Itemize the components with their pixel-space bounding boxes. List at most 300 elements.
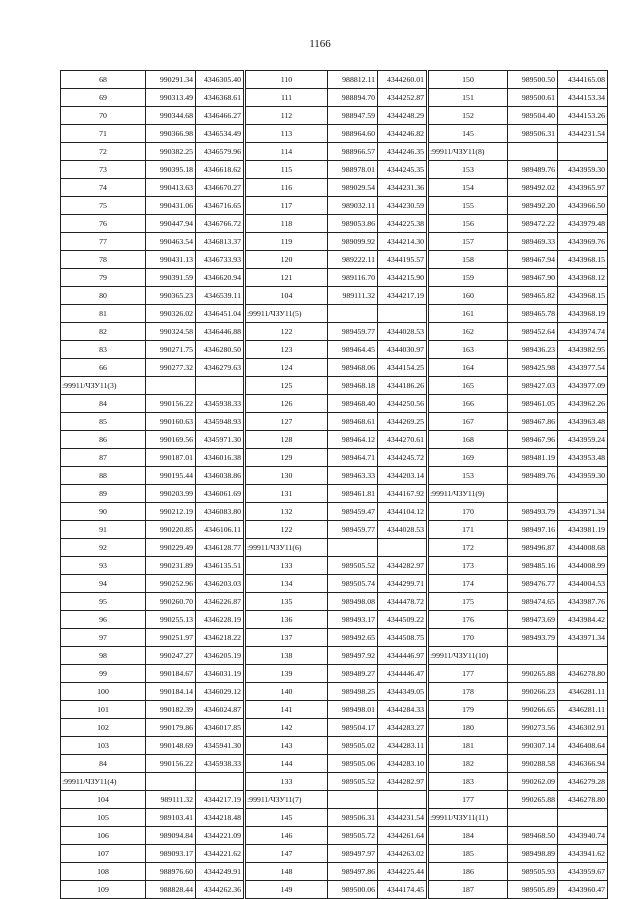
point-number: 66 [61,359,146,377]
table-row [61,755,608,773]
table-row [61,395,608,413]
x-coordinate: 989505.52 [328,557,378,575]
point-number: 78 [61,251,146,269]
y-coordinate: 4343977.54 [558,359,608,377]
y-coordinate: 4346031.19 [196,665,245,683]
point-number: 107 [61,845,146,863]
y-coordinate: 4346302.91 [558,719,608,737]
point-number: 139 [245,665,328,683]
y-coordinate: 4346017.85 [196,719,245,737]
x-coordinate: 990277.32 [146,359,196,377]
table-row [61,341,608,359]
y-coordinate: 4344260.01 [378,71,428,89]
point-number: 127 [245,413,328,431]
table-row [61,593,608,611]
x-coordinate: 988828.44 [146,881,196,899]
table-row [61,503,608,521]
x-coordinate: 990156.22 [146,395,196,413]
x-coordinate: 989505.02 [328,737,378,755]
point-number: 118 [245,215,328,233]
y-coordinate: 4344167.92 [378,485,428,503]
x-coordinate: 989459.77 [328,323,378,341]
y-coordinate: 4346305.40 [196,71,245,89]
point-number: 98 [61,647,146,665]
point-number: 90 [61,503,146,521]
x-coordinate: 989427.03 [508,377,558,395]
y-coordinate: 4346366.94 [558,755,608,773]
table-row [61,179,608,197]
x-coordinate: 990184.14 [146,683,196,701]
point-number: 80 [61,287,146,305]
x-coordinate: 989493.79 [508,629,558,647]
x-coordinate: 989472.22 [508,215,558,233]
parcel-label: :99911/ЧЗУ11(3) [61,377,146,395]
x-coordinate: 989094.84 [146,827,196,845]
table-row [61,197,608,215]
y-coordinate: 4343979.48 [558,215,608,233]
point-number: 174 [428,575,508,593]
x-coordinate: 989500.61 [508,89,558,107]
point-number: 140 [245,683,328,701]
x-coordinate: 990156.22 [146,755,196,773]
point-number: 175 [428,593,508,611]
x-coordinate: 989103.41 [146,809,196,827]
x-coordinate: 989492.20 [508,197,558,215]
y-coordinate: 4345941.30 [196,737,245,755]
empty-cell [378,791,428,809]
y-coordinate: 4343959.24 [558,431,608,449]
x-coordinate: 989468.40 [328,395,378,413]
point-number: 138 [245,647,328,665]
point-number: 147 [245,845,328,863]
table-row [61,809,608,827]
point-number: 169 [428,449,508,467]
x-coordinate: 990255.13 [146,611,196,629]
page-number: 1166 [309,38,331,50]
y-coordinate: 4344028.53 [378,521,428,539]
x-coordinate: 990288.58 [508,755,558,773]
table-row [61,251,608,269]
y-coordinate: 4344262.36 [196,881,245,899]
x-coordinate: 990160.63 [146,413,196,431]
point-number: 100 [61,683,146,701]
y-coordinate: 4344214.30 [378,233,428,251]
y-coordinate: 4344225.44 [378,863,428,881]
y-coordinate: 4346766.72 [196,215,245,233]
point-number: 123 [245,341,328,359]
x-coordinate: 989500.50 [508,71,558,89]
point-number: 131 [245,485,328,503]
empty-cell [558,809,608,827]
y-coordinate: 4346733.93 [196,251,245,269]
y-coordinate: 4345938.33 [196,755,245,773]
point-number: 133 [245,557,328,575]
table-row [61,215,608,233]
table-row [61,611,608,629]
x-coordinate: 989492.65 [328,629,378,647]
x-coordinate: 990326.02 [146,305,196,323]
empty-cell [378,539,428,557]
x-coordinate: 989111.32 [328,287,378,305]
parcel-label: :99911/ЧЗУ11(10) [428,647,508,665]
x-coordinate: 988964.60 [328,125,378,143]
point-number: 173 [428,557,508,575]
point-number: 105 [61,809,146,827]
point-number: 104 [61,791,146,809]
y-coordinate: 4346466.27 [196,107,245,125]
y-coordinate: 4343968.15 [558,251,608,269]
y-coordinate: 4344186.26 [378,377,428,395]
y-coordinate: 4344203.14 [378,467,428,485]
x-coordinate: 990231.89 [146,557,196,575]
y-coordinate: 4344245.35 [378,161,428,179]
y-coordinate: 4343968.19 [558,305,608,323]
x-coordinate: 990195.44 [146,467,196,485]
point-number: 71 [61,125,146,143]
x-coordinate: 990307.14 [508,737,558,755]
x-coordinate: 989468.06 [328,359,378,377]
table-row [61,773,608,791]
y-coordinate: 4344028.53 [378,323,428,341]
table-row [61,431,608,449]
y-coordinate: 4346038.86 [196,467,245,485]
x-coordinate: 990463.54 [146,233,196,251]
point-number: 68 [61,71,146,89]
point-number: 108 [61,863,146,881]
table-row [61,89,608,107]
empty-cell [558,143,608,161]
empty-cell [508,647,558,665]
point-number: 178 [428,683,508,701]
y-coordinate: 4346218.22 [196,629,245,647]
point-number: 117 [245,197,328,215]
table-row [61,665,608,683]
point-number: 164 [428,359,508,377]
x-coordinate: 990266.23 [508,683,558,701]
table-row [61,791,608,809]
table-row [61,305,608,323]
empty-cell [328,791,378,809]
table-row [61,863,608,881]
table-row [61,233,608,251]
x-coordinate: 990247.27 [146,647,196,665]
y-coordinate: 4346281.11 [558,683,608,701]
point-number: 133 [245,773,328,791]
point-number: 176 [428,611,508,629]
point-number: 83 [61,341,146,359]
y-coordinate: 4344478.72 [378,593,428,611]
y-coordinate: 4344270.61 [378,431,428,449]
x-coordinate: 989452.64 [508,323,558,341]
x-coordinate: 989459.77 [328,521,378,539]
x-coordinate: 989032.11 [328,197,378,215]
y-coordinate: 4343940.74 [558,827,608,845]
point-number: 179 [428,701,508,719]
y-coordinate: 4346278.80 [558,665,608,683]
point-number: 104 [245,287,328,305]
point-number: 72 [61,143,146,161]
x-coordinate: 989099.92 [328,233,378,251]
y-coordinate: 4344250.56 [378,395,428,413]
y-coordinate: 4346670.27 [196,179,245,197]
y-coordinate: 4344246.35 [378,143,428,161]
x-coordinate: 989459.47 [328,503,378,521]
point-number: 170 [428,629,508,647]
x-coordinate: 990169.56 [146,431,196,449]
x-coordinate: 990395.18 [146,161,196,179]
x-coordinate: 990366.98 [146,125,196,143]
x-coordinate: 990431.13 [146,251,196,269]
point-number: 79 [61,269,146,287]
point-number: 114 [245,143,328,161]
x-coordinate: 989467.86 [508,413,558,431]
y-coordinate: 4344248.29 [378,107,428,125]
x-coordinate: 989116.70 [328,269,378,287]
y-coordinate: 4346128.77 [196,539,245,557]
point-number: 86 [61,431,146,449]
point-number: 158 [428,251,508,269]
x-coordinate: 989497.97 [328,845,378,863]
y-coordinate: 4344282.97 [378,773,428,791]
point-number: 84 [61,755,146,773]
x-coordinate: 988978.01 [328,161,378,179]
x-coordinate: 989492.02 [508,179,558,197]
y-coordinate: 4344231.36 [378,179,428,197]
y-coordinate: 4344263.02 [378,845,428,863]
x-coordinate: 989496.87 [508,539,558,557]
empty-cell [328,305,378,323]
table-row [61,629,608,647]
y-coordinate: 4346083.80 [196,503,245,521]
point-number: 122 [245,323,328,341]
y-coordinate: 4344231.54 [558,125,608,143]
x-coordinate: 989464.45 [328,341,378,359]
point-number: 134 [245,575,328,593]
point-number: 148 [245,863,328,881]
point-number: 166 [428,395,508,413]
point-number: 89 [61,485,146,503]
point-number: 177 [428,665,508,683]
y-coordinate: 4346446.88 [196,323,245,341]
y-coordinate: 4344217.19 [196,791,245,809]
table-row [61,449,608,467]
point-number: 132 [245,503,328,521]
y-coordinate: 4344195.57 [378,251,428,269]
point-number: 112 [245,107,328,125]
x-coordinate: 990273.56 [508,719,558,737]
y-coordinate: 4346226.87 [196,593,245,611]
y-coordinate: 4344283.11 [378,737,428,755]
y-coordinate: 4344008.68 [558,539,608,557]
empty-cell [378,305,428,323]
x-coordinate: 990179.86 [146,719,196,737]
x-coordinate: 989469.33 [508,233,558,251]
point-number: 137 [245,629,328,647]
y-coordinate: 4343953.48 [558,449,608,467]
table-row [61,647,608,665]
x-coordinate: 989497.92 [328,647,378,665]
point-number: 92 [61,539,146,557]
point-number: 183 [428,773,508,791]
point-number: 95 [61,593,146,611]
x-coordinate: 989476.77 [508,575,558,593]
x-coordinate: 990252.96 [146,575,196,593]
y-coordinate: 4343984.42 [558,611,608,629]
y-coordinate: 4346281.11 [558,701,608,719]
point-number: 84 [61,395,146,413]
x-coordinate: 989467.96 [508,431,558,449]
y-coordinate: 4346620.94 [196,269,245,287]
point-number: 146 [245,827,328,845]
point-number: 121 [245,269,328,287]
point-number: 96 [61,611,146,629]
x-coordinate: 989093.17 [146,845,196,863]
y-coordinate: 4343971.34 [558,629,608,647]
y-coordinate: 4346205.19 [196,647,245,665]
point-number: 73 [61,161,146,179]
y-coordinate: 4346061.69 [196,485,245,503]
point-number: 162 [428,323,508,341]
table-row [61,683,608,701]
y-coordinate: 4346024.87 [196,701,245,719]
y-coordinate: 4344269.25 [378,413,428,431]
parcel-label: :99911/ЧЗУ11(9) [428,485,508,503]
y-coordinate: 4346716.65 [196,197,245,215]
x-coordinate: 988947.59 [328,107,378,125]
x-coordinate: 990187.01 [146,449,196,467]
y-coordinate: 4346618.62 [196,161,245,179]
x-coordinate: 990148.69 [146,737,196,755]
y-coordinate: 4346228.19 [196,611,245,629]
y-coordinate: 4343959.30 [558,467,608,485]
x-coordinate: 990413.63 [146,179,196,197]
y-coordinate: 4346451.04 [196,305,245,323]
y-coordinate: 4344261.64 [378,827,428,845]
point-number: 93 [61,557,146,575]
point-number: 151 [428,89,508,107]
x-coordinate: 990271.75 [146,341,196,359]
y-coordinate: 4344349.05 [378,683,428,701]
point-number: 111 [245,89,328,107]
table-row [61,323,608,341]
point-number: 186 [428,863,508,881]
y-coordinate: 4346016.38 [196,449,245,467]
point-number: 187 [428,881,508,899]
point-number: 150 [428,71,508,89]
y-coordinate: 4343987.76 [558,593,608,611]
point-number: 97 [61,629,146,647]
point-number: 69 [61,89,146,107]
y-coordinate: 4343968.12 [558,269,608,287]
parcel-label: :99911/ЧЗУ11(8) [428,143,508,161]
x-coordinate: 989436.23 [508,341,558,359]
x-coordinate: 990265.88 [508,665,558,683]
point-number: 128 [245,431,328,449]
y-coordinate: 4346279.63 [196,359,245,377]
x-coordinate: 989505.74 [328,575,378,593]
x-coordinate: 989465.78 [508,305,558,323]
x-coordinate: 989497.86 [328,863,378,881]
point-number: 157 [428,233,508,251]
y-coordinate: 4344245.72 [378,449,428,467]
y-coordinate: 4343977.09 [558,377,608,395]
y-coordinate: 4346539.11 [196,287,245,305]
empty-cell [508,143,558,161]
y-coordinate: 4344509.22 [378,611,428,629]
table-row [61,143,608,161]
x-coordinate: 989493.17 [328,611,378,629]
point-number: 120 [245,251,328,269]
point-number: 149 [245,881,328,899]
y-coordinate: 4344154.25 [378,359,428,377]
y-coordinate: 4343965.97 [558,179,608,197]
y-coordinate: 4343968.15 [558,287,608,305]
y-coordinate: 4343941.62 [558,845,608,863]
y-coordinate: 4344174.45 [378,881,428,899]
point-number: 130 [245,467,328,485]
y-coordinate: 4344030.97 [378,341,428,359]
x-coordinate: 990382.25 [146,143,196,161]
y-coordinate: 4343982.95 [558,341,608,359]
x-coordinate: 989463.33 [328,467,378,485]
point-number: 171 [428,521,508,539]
point-number: 182 [428,755,508,773]
x-coordinate: 989505.52 [328,773,378,791]
point-number: 145 [428,125,508,143]
x-coordinate: 989506.31 [508,125,558,143]
y-coordinate: 4343959.67 [558,863,608,881]
point-number: 88 [61,467,146,485]
point-number: 129 [245,449,328,467]
point-number: 159 [428,269,508,287]
point-number: 181 [428,737,508,755]
point-number: 163 [428,341,508,359]
y-coordinate: 4343974.74 [558,323,608,341]
point-number: 135 [245,593,328,611]
table-row [61,377,608,395]
point-number: 161 [428,305,508,323]
y-coordinate: 4344215.90 [378,269,428,287]
y-coordinate: 4344284.33 [378,701,428,719]
point-number: 94 [61,575,146,593]
parcel-label: :99911/ЧЗУ11(5) [245,305,328,323]
parcel-label: :99911/ЧЗУ11(6) [245,539,328,557]
y-coordinate: 4344282.97 [378,557,428,575]
point-number: 102 [61,719,146,737]
y-coordinate: 4345948.93 [196,413,245,431]
point-number: 99 [61,665,146,683]
x-coordinate: 988812.11 [328,71,378,89]
y-coordinate: 4346579.96 [196,143,245,161]
y-coordinate: 4344221.62 [196,845,245,863]
y-coordinate: 4344104.12 [378,503,428,521]
y-coordinate: 4344225.38 [378,215,428,233]
y-coordinate: 4345938.33 [196,395,245,413]
x-coordinate: 989468.50 [508,827,558,845]
y-coordinate: 4344004.53 [558,575,608,593]
x-coordinate: 989504.17 [328,719,378,737]
x-coordinate: 990182.39 [146,701,196,719]
point-number: 154 [428,179,508,197]
point-number: 113 [245,125,328,143]
x-coordinate: 990324.58 [146,323,196,341]
y-coordinate: 4343969.76 [558,233,608,251]
x-coordinate: 990431.06 [146,197,196,215]
x-coordinate: 989493.79 [508,503,558,521]
empty-cell [196,773,245,791]
parcel-label: :99911/ЧЗУ11(11) [428,809,508,827]
x-coordinate: 989467.94 [508,251,558,269]
